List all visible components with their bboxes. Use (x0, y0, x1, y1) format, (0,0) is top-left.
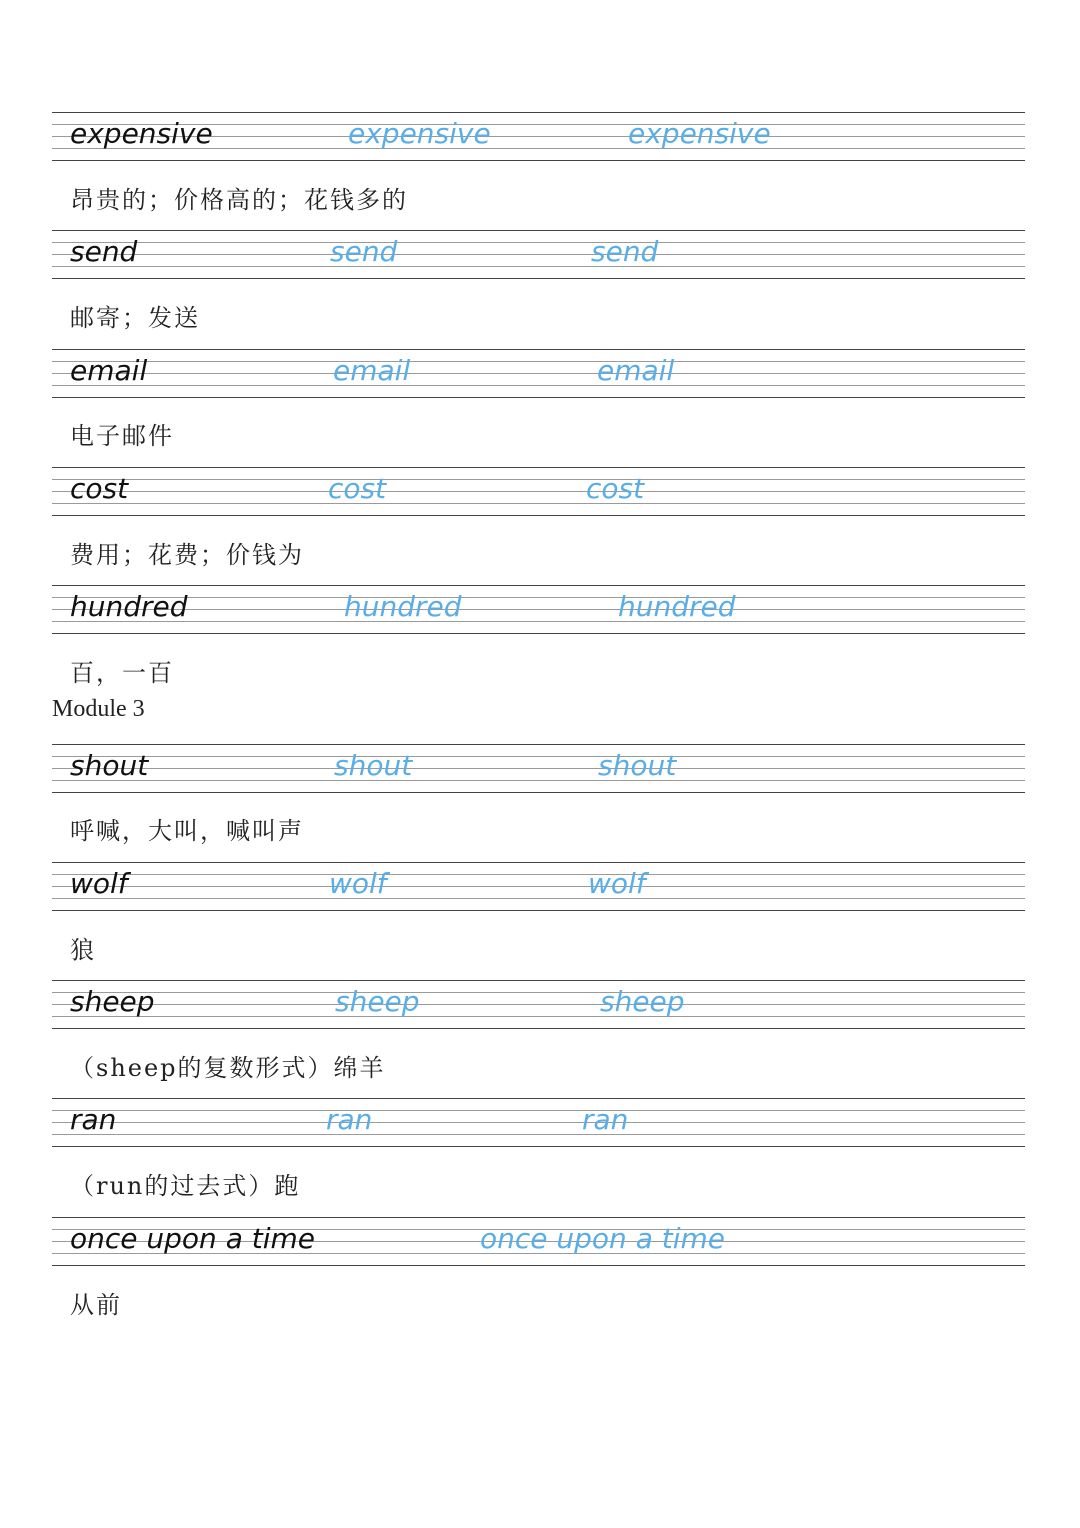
writing-band-cost (52, 467, 1025, 517)
word-meaning: 从前 (70, 1291, 122, 1319)
writing-band-once-upon-a-time (52, 1217, 1025, 1267)
trace-word: send (330, 235, 398, 268)
writing-band-ran (52, 1098, 1025, 1148)
word-meaning: 昂贵的；价格高的；花钱多的 (70, 186, 408, 214)
vocab-word: shout (70, 749, 149, 782)
writing-band-expensive (52, 112, 1025, 162)
trace-word: cost (328, 472, 387, 505)
vocab-word: email (70, 354, 148, 387)
vocab-word: sheep (70, 985, 155, 1018)
word-meaning: 费用；花费；价钱为 (70, 541, 304, 569)
writing-band-hundred (52, 585, 1025, 635)
word-meaning: 百，一百 (70, 659, 174, 687)
word-meaning: 电子邮件 (70, 422, 174, 450)
vocab-word: ran (70, 1103, 117, 1136)
writing-band-sheep (52, 980, 1025, 1030)
trace-word: sheep (335, 985, 420, 1018)
vocab-word: once upon a time (70, 1222, 316, 1255)
word-meaning: 邮寄；发送 (70, 304, 200, 332)
trace-word: cost (586, 472, 645, 505)
vocab-word: expensive (70, 117, 213, 150)
writing-band-send (52, 230, 1025, 280)
vocab-word: wolf (70, 867, 128, 900)
trace-word: expensive (348, 117, 491, 150)
module-heading: Module 3 (52, 696, 145, 722)
trace-word: ran (326, 1103, 373, 1136)
trace-word: shout (334, 749, 413, 782)
writing-band-shout (52, 744, 1025, 794)
vocab-word: hundred (70, 590, 188, 623)
trace-word: email (333, 354, 411, 387)
writing-band-email (52, 349, 1025, 399)
word-meaning: 狼 (70, 936, 96, 964)
trace-word: hundred (618, 590, 736, 623)
word-meaning: 呼喊，大叫，喊叫声 (70, 817, 304, 845)
trace-word: wolf (588, 867, 646, 900)
writing-band-wolf (52, 862, 1025, 912)
trace-word: email (597, 354, 675, 387)
trace-word: shout (598, 749, 677, 782)
trace-word: sheep (600, 985, 685, 1018)
word-meaning: （sheep的复数形式）绵羊 (70, 1054, 386, 1082)
word-meaning: （run的过去式）跑 (70, 1172, 301, 1200)
trace-word: hundred (344, 590, 462, 623)
trace-word: once upon a time (480, 1222, 726, 1255)
trace-word: ran (582, 1103, 629, 1136)
trace-word: wolf (329, 867, 387, 900)
trace-word: expensive (628, 117, 771, 150)
trace-word: send (591, 235, 659, 268)
vocab-word: send (70, 235, 138, 268)
vocab-word: cost (70, 472, 129, 505)
